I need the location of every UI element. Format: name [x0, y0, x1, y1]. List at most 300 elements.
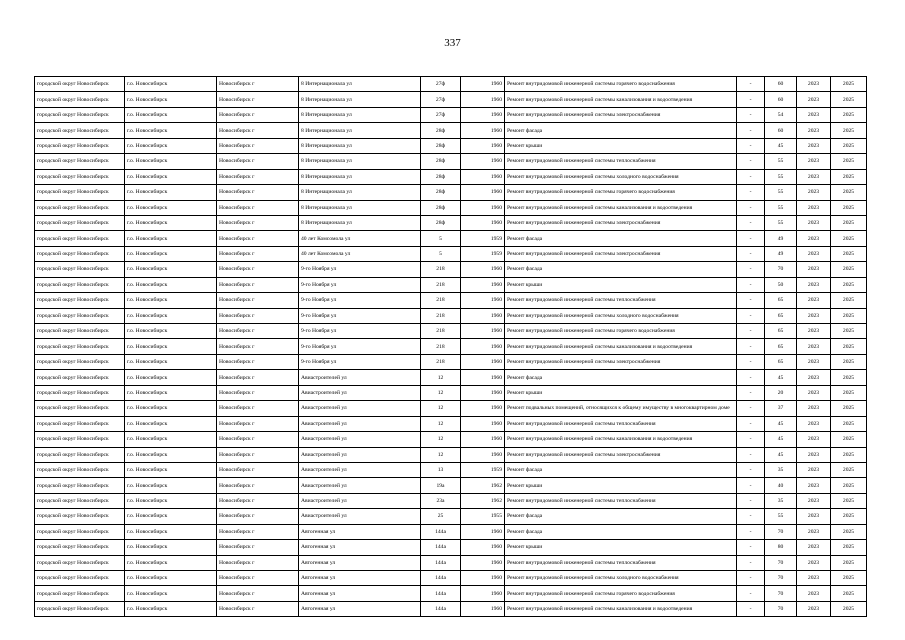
wear-percent-cell: 45 — [765, 138, 797, 153]
end-year-cell: 2025 — [831, 540, 867, 555]
work-type-cell: Ремонт крыши — [505, 478, 737, 493]
placeholder-cell: - — [737, 169, 765, 184]
year-built-cell: 1960 — [461, 185, 505, 200]
work-type-cell: Ремонт внутридомовой инженерной системы холодного водоснабжения — [505, 571, 737, 586]
work-type-cell: Ремонт фасада — [505, 462, 737, 477]
municipality-cell: городской округ Новосибирск — [35, 354, 125, 369]
wear-percent-cell: 55 — [765, 509, 797, 524]
placeholder-cell: - — [737, 509, 765, 524]
house-number-cell: 144а — [421, 540, 461, 555]
house-number-cell: 5 — [421, 246, 461, 261]
start-year-cell: 2023 — [797, 339, 831, 354]
municipality-cell: городской округ Новосибирск — [35, 262, 125, 277]
placeholder-cell: - — [737, 354, 765, 369]
street-cell: Авиастроителей ул — [299, 401, 421, 416]
placeholder-cell: - — [737, 77, 765, 92]
wear-percent-cell: 65 — [765, 354, 797, 369]
street-cell: 40 лет Комсомола ул — [299, 231, 421, 246]
work-type-cell: Ремонт внутридомовой инженерной системы канализования и водоотведения — [505, 601, 737, 616]
placeholder-cell: - — [737, 601, 765, 616]
end-year-cell: 2025 — [831, 107, 867, 122]
work-type-cell: Ремонт фасада — [505, 231, 737, 246]
city-cell: Новосибирск г — [217, 77, 299, 92]
end-year-cell: 2025 — [831, 555, 867, 570]
district-cell: г.о. Новосибирск — [125, 293, 217, 308]
municipality-cell: городской округ Новосибирск — [35, 200, 125, 215]
district-cell: г.о. Новосибирск — [125, 601, 217, 616]
start-year-cell: 2023 — [797, 246, 831, 261]
municipality-cell: городской округ Новосибирск — [35, 123, 125, 138]
end-year-cell: 2025 — [831, 293, 867, 308]
start-year-cell: 2023 — [797, 308, 831, 323]
end-year-cell: 2025 — [831, 308, 867, 323]
year-built-cell: 1959 — [461, 231, 505, 246]
city-cell: Новосибирск г — [217, 185, 299, 200]
district-cell: г.о. Новосибирск — [125, 462, 217, 477]
work-type-cell: Ремонт внутридомовой инженерной системы горячего водоснабжения — [505, 324, 737, 339]
city-cell: Новосибирск г — [217, 169, 299, 184]
start-year-cell: 2023 — [797, 370, 831, 385]
municipality-cell: городской округ Новосибирск — [35, 324, 125, 339]
work-type-cell: Ремонт внутридомовой инженерной системы канализования и водоотведения — [505, 432, 737, 447]
municipality-cell: городской округ Новосибирск — [35, 540, 125, 555]
district-cell: г.о. Новосибирск — [125, 401, 217, 416]
city-cell: Новосибирск г — [217, 509, 299, 524]
street-cell: Авиастроителей ул — [299, 478, 421, 493]
street-cell: 8 Интернационала ул — [299, 123, 421, 138]
wear-percent-cell: 70 — [765, 586, 797, 601]
work-type-cell: Ремонт внутридомовой инженерной системы теплоснабжения — [505, 555, 737, 570]
placeholder-cell: - — [737, 308, 765, 323]
work-type-cell: Ремонт внутридомовой инженерной системы теплоснабжения — [505, 416, 737, 431]
house-number-cell: 28ф — [421, 185, 461, 200]
wear-percent-cell: 55 — [765, 154, 797, 169]
house-number-cell: 12 — [421, 370, 461, 385]
house-number-cell: 218 — [421, 354, 461, 369]
street-cell: Авиастроителей ул — [299, 509, 421, 524]
start-year-cell: 2023 — [797, 123, 831, 138]
table-row — [35, 432, 867, 447]
end-year-cell: 2025 — [831, 370, 867, 385]
table-row — [35, 416, 867, 431]
house-number-cell: 218 — [421, 339, 461, 354]
street-cell: Авиастроителей ул — [299, 462, 421, 477]
street-cell: Автогенная ул — [299, 601, 421, 616]
municipality-cell: городской округ Новосибирск — [35, 509, 125, 524]
work-type-cell: Ремонт фасада — [505, 524, 737, 539]
table-row — [35, 478, 867, 493]
end-year-cell: 2025 — [831, 246, 867, 261]
end-year-cell: 2025 — [831, 462, 867, 477]
placeholder-cell: - — [737, 215, 765, 230]
page-number: 337 — [444, 37, 461, 49]
street-cell: 40 лет Комсомола ул — [299, 246, 421, 261]
district-cell: г.о. Новосибирск — [125, 92, 217, 107]
municipality-cell: городской округ Новосибирск — [35, 293, 125, 308]
start-year-cell: 2023 — [797, 154, 831, 169]
municipality-cell: городской округ Новосибирск — [35, 154, 125, 169]
start-year-cell: 2023 — [797, 215, 831, 230]
wear-percent-cell: 45 — [765, 447, 797, 462]
street-cell: Автогенная ул — [299, 586, 421, 601]
city-cell: Новосибирск г — [217, 107, 299, 122]
city-cell: Новосибирск г — [217, 277, 299, 292]
year-built-cell: 1960 — [461, 540, 505, 555]
year-built-cell: 1960 — [461, 154, 505, 169]
district-cell: г.о. Новосибирск — [125, 154, 217, 169]
wear-percent-cell: 55 — [765, 200, 797, 215]
placeholder-cell: - — [737, 540, 765, 555]
house-number-cell: 27ф — [421, 107, 461, 122]
city-cell: Новосибирск г — [217, 92, 299, 107]
work-type-cell: Ремонт крыши — [505, 277, 737, 292]
district-cell: г.о. Новосибирск — [125, 324, 217, 339]
placeholder-cell: - — [737, 385, 765, 400]
table-row — [35, 324, 867, 339]
end-year-cell: 2025 — [831, 324, 867, 339]
house-number-cell: 218 — [421, 262, 461, 277]
year-built-cell: 1960 — [461, 123, 505, 138]
house-number-cell: 28ф — [421, 215, 461, 230]
start-year-cell: 2023 — [797, 447, 831, 462]
wear-percent-cell: 70 — [765, 262, 797, 277]
district-cell: г.о. Новосибирск — [125, 524, 217, 539]
wear-percent-cell: 49 — [765, 246, 797, 261]
table-row — [35, 123, 867, 138]
placeholder-cell: - — [737, 277, 765, 292]
street-cell: 8 Интернационала ул — [299, 154, 421, 169]
district-cell: г.о. Новосибирск — [125, 107, 217, 122]
table-row — [35, 370, 867, 385]
year-built-cell: 1960 — [461, 339, 505, 354]
start-year-cell: 2023 — [797, 107, 831, 122]
city-cell: Новосибирск г — [217, 571, 299, 586]
placeholder-cell: - — [737, 138, 765, 153]
table-row — [35, 447, 867, 462]
start-year-cell: 2023 — [797, 571, 831, 586]
end-year-cell: 2025 — [831, 601, 867, 616]
district-cell: г.о. Новосибирск — [125, 478, 217, 493]
municipality-cell: городской округ Новосибирск — [35, 308, 125, 323]
city-cell: Новосибирск г — [217, 370, 299, 385]
district-cell: г.о. Новосибирск — [125, 385, 217, 400]
placeholder-cell: - — [737, 262, 765, 277]
city-cell: Новосибирск г — [217, 540, 299, 555]
start-year-cell: 2023 — [797, 262, 831, 277]
table-row — [35, 540, 867, 555]
wear-percent-cell: 37 — [765, 401, 797, 416]
end-year-cell: 2025 — [831, 354, 867, 369]
year-built-cell: 1959 — [461, 246, 505, 261]
table-row — [35, 92, 867, 107]
street-cell: 8 Интернационала ул — [299, 138, 421, 153]
house-number-cell: 218 — [421, 277, 461, 292]
city-cell: Новосибирск г — [217, 416, 299, 431]
district-cell: г.о. Новосибирск — [125, 185, 217, 200]
municipality-cell: городской округ Новосибирск — [35, 92, 125, 107]
municipality-cell: городской округ Новосибирск — [35, 586, 125, 601]
year-built-cell: 1960 — [461, 571, 505, 586]
district-cell: г.о. Новосибирск — [125, 509, 217, 524]
work-type-cell: Ремонт внутридомовой инженерной системы электроснабжения — [505, 447, 737, 462]
start-year-cell: 2023 — [797, 231, 831, 246]
year-built-cell: 1960 — [461, 324, 505, 339]
street-cell: 8 Интернационала ул — [299, 77, 421, 92]
end-year-cell: 2025 — [831, 524, 867, 539]
placeholder-cell: - — [737, 92, 765, 107]
street-cell: 9-го Ноября ул — [299, 354, 421, 369]
wear-percent-cell: 60 — [765, 123, 797, 138]
end-year-cell: 2025 — [831, 493, 867, 508]
house-number-cell: 12 — [421, 385, 461, 400]
end-year-cell: 2025 — [831, 277, 867, 292]
house-number-cell: 12 — [421, 416, 461, 431]
city-cell: Новосибирск г — [217, 324, 299, 339]
end-year-cell: 2025 — [831, 339, 867, 354]
end-year-cell: 2025 — [831, 478, 867, 493]
municipality-cell: городской округ Новосибирск — [35, 138, 125, 153]
wear-percent-cell: 65 — [765, 308, 797, 323]
end-year-cell: 2025 — [831, 586, 867, 601]
house-number-cell: 144а — [421, 571, 461, 586]
work-type-cell: Ремонт внутридомовой инженерной системы горячего водоснабжения — [505, 586, 737, 601]
end-year-cell: 2025 — [831, 432, 867, 447]
year-built-cell: 1962 — [461, 493, 505, 508]
end-year-cell: 2025 — [831, 385, 867, 400]
table-row — [35, 277, 867, 292]
placeholder-cell: - — [737, 107, 765, 122]
year-built-cell: 1960 — [461, 447, 505, 462]
work-type-cell: Ремонт внутридомовой инженерной системы канализования и водоотведения — [505, 339, 737, 354]
work-type-cell: Ремонт внутридомовой инженерной системы горячего водоснабжения — [505, 185, 737, 200]
start-year-cell: 2023 — [797, 540, 831, 555]
wear-percent-cell: 45 — [765, 370, 797, 385]
district-cell: г.о. Новосибирск — [125, 555, 217, 570]
end-year-cell: 2025 — [831, 185, 867, 200]
city-cell: Новосибирск г — [217, 447, 299, 462]
end-year-cell: 2025 — [831, 231, 867, 246]
start-year-cell: 2023 — [797, 493, 831, 508]
placeholder-cell: - — [737, 524, 765, 539]
city-cell: Новосибирск г — [217, 601, 299, 616]
district-cell: г.о. Новосибирск — [125, 432, 217, 447]
city-cell: Новосибирск г — [217, 308, 299, 323]
district-cell: г.о. Новосибирск — [125, 123, 217, 138]
city-cell: Новосибирск г — [217, 401, 299, 416]
start-year-cell: 2023 — [797, 92, 831, 107]
municipality-cell: городской округ Новосибирск — [35, 601, 125, 616]
end-year-cell: 2025 — [831, 92, 867, 107]
table-row — [35, 77, 867, 92]
city-cell: Новосибирск г — [217, 354, 299, 369]
municipality-cell: городской округ Новосибирск — [35, 370, 125, 385]
municipality-cell: городской округ Новосибирск — [35, 169, 125, 184]
wear-percent-cell: 65 — [765, 293, 797, 308]
placeholder-cell: - — [737, 447, 765, 462]
placeholder-cell: - — [737, 123, 765, 138]
end-year-cell: 2025 — [831, 262, 867, 277]
start-year-cell: 2023 — [797, 524, 831, 539]
district-cell: г.о. Новосибирск — [125, 77, 217, 92]
work-type-cell: Ремонт фасада — [505, 509, 737, 524]
table-row — [35, 107, 867, 122]
street-cell: Авиастроителей ул — [299, 370, 421, 385]
year-built-cell: 1960 — [461, 385, 505, 400]
work-type-cell: Ремонт внутридомовой инженерной системы канализования и водоотведения — [505, 92, 737, 107]
year-built-cell: 1960 — [461, 215, 505, 230]
table-row — [35, 231, 867, 246]
municipality-cell: городской округ Новосибирск — [35, 339, 125, 354]
placeholder-cell: - — [737, 246, 765, 261]
work-type-cell: Ремонт фасада — [505, 262, 737, 277]
municipality-cell: городской округ Новосибирск — [35, 277, 125, 292]
start-year-cell: 2023 — [797, 324, 831, 339]
municipality-cell: городской округ Новосибирск — [35, 571, 125, 586]
house-number-cell: 28ф — [421, 200, 461, 215]
repair-schedule-table — [34, 76, 867, 617]
work-type-cell: Ремонт внутридомовой инженерной системы электроснабжения — [505, 215, 737, 230]
work-type-cell: Ремонт крыши — [505, 138, 737, 153]
wear-percent-cell: 35 — [765, 493, 797, 508]
municipality-cell: городской округ Новосибирск — [35, 107, 125, 122]
placeholder-cell: - — [737, 231, 765, 246]
start-year-cell: 2023 — [797, 478, 831, 493]
street-cell: Автогенная ул — [299, 540, 421, 555]
end-year-cell: 2025 — [831, 169, 867, 184]
start-year-cell: 2023 — [797, 169, 831, 184]
start-year-cell: 2023 — [797, 401, 831, 416]
district-cell: г.о. Новосибирск — [125, 339, 217, 354]
start-year-cell: 2023 — [797, 293, 831, 308]
district-cell: г.о. Новосибирск — [125, 200, 217, 215]
house-number-cell: 27ф — [421, 92, 461, 107]
house-number-cell: 28ф — [421, 169, 461, 184]
street-cell: 9-го Ноября ул — [299, 324, 421, 339]
end-year-cell: 2025 — [831, 416, 867, 431]
wear-percent-cell: 55 — [765, 215, 797, 230]
year-built-cell: 1960 — [461, 138, 505, 153]
district-cell: г.о. Новосибирск — [125, 138, 217, 153]
city-cell: Новосибирск г — [217, 231, 299, 246]
district-cell: г.о. Новосибирск — [125, 231, 217, 246]
house-number-cell: 5 — [421, 231, 461, 246]
house-number-cell: 23а — [421, 493, 461, 508]
house-number-cell: 144а — [421, 601, 461, 616]
municipality-cell: городской округ Новосибирск — [35, 447, 125, 462]
placeholder-cell: - — [737, 324, 765, 339]
city-cell: Новосибирск г — [217, 123, 299, 138]
municipality-cell: городской округ Новосибирск — [35, 185, 125, 200]
table-row — [35, 262, 867, 277]
start-year-cell: 2023 — [797, 138, 831, 153]
year-built-cell: 1962 — [461, 478, 505, 493]
end-year-cell: 2025 — [831, 401, 867, 416]
city-cell: Новосибирск г — [217, 138, 299, 153]
street-cell: 8 Интернационала ул — [299, 185, 421, 200]
district-cell: г.о. Новосибирск — [125, 277, 217, 292]
work-type-cell: Ремонт крыши — [505, 540, 737, 555]
house-number-cell: 144а — [421, 586, 461, 601]
year-built-cell: 1960 — [461, 416, 505, 431]
work-type-cell: Ремонт подвальных помещений, относящихся к общему имуществу в многоквартирном доме — [505, 401, 737, 416]
work-type-cell: Ремонт внутридомовой инженерной системы теплоснабжения — [505, 293, 737, 308]
wear-percent-cell: 54 — [765, 107, 797, 122]
wear-percent-cell: 45 — [765, 432, 797, 447]
year-built-cell: 1960 — [461, 370, 505, 385]
street-cell: 8 Интернационала ул — [299, 169, 421, 184]
start-year-cell: 2023 — [797, 354, 831, 369]
house-number-cell: 12 — [421, 401, 461, 416]
wear-percent-cell: 70 — [765, 601, 797, 616]
start-year-cell: 2023 — [797, 432, 831, 447]
end-year-cell: 2025 — [831, 123, 867, 138]
street-cell: 8 Интернационала ул — [299, 215, 421, 230]
table-row — [35, 524, 867, 539]
table-row — [35, 493, 867, 508]
city-cell: Новосибирск г — [217, 339, 299, 354]
municipality-cell: городской округ Новосибирск — [35, 478, 125, 493]
placeholder-cell: - — [737, 154, 765, 169]
house-number-cell: 12 — [421, 432, 461, 447]
street-cell: 9-го Ноября ул — [299, 308, 421, 323]
start-year-cell: 2023 — [797, 185, 831, 200]
year-built-cell: 1960 — [461, 77, 505, 92]
end-year-cell: 2025 — [831, 200, 867, 215]
year-built-cell: 1960 — [461, 601, 505, 616]
placeholder-cell: - — [737, 493, 765, 508]
house-number-cell: 25 — [421, 509, 461, 524]
district-cell: г.о. Новосибирск — [125, 308, 217, 323]
street-cell: Автогенная ул — [299, 571, 421, 586]
municipality-cell: городской округ Новосибирск — [35, 462, 125, 477]
municipality-cell: городской округ Новосибирск — [35, 385, 125, 400]
year-built-cell: 1959 — [461, 462, 505, 477]
placeholder-cell: - — [737, 586, 765, 601]
wear-percent-cell: 60 — [765, 92, 797, 107]
start-year-cell: 2023 — [797, 586, 831, 601]
city-cell: Новосибирск г — [217, 462, 299, 477]
municipality-cell: городской округ Новосибирск — [35, 401, 125, 416]
table-row — [35, 571, 867, 586]
start-year-cell: 2023 — [797, 509, 831, 524]
placeholder-cell: - — [737, 571, 765, 586]
work-type-cell: Ремонт внутридомовой инженерной системы горячего водоснабжения — [505, 77, 737, 92]
city-cell: Новосибирск г — [217, 586, 299, 601]
table-row — [35, 601, 867, 616]
table-row — [35, 154, 867, 169]
end-year-cell: 2025 — [831, 215, 867, 230]
district-cell: г.о. Новосибирск — [125, 571, 217, 586]
street-cell: Авиастроителей ул — [299, 416, 421, 431]
municipality-cell: городской округ Новосибирск — [35, 231, 125, 246]
table-row — [35, 586, 867, 601]
end-year-cell: 2025 — [831, 509, 867, 524]
start-year-cell: 2023 — [797, 77, 831, 92]
street-cell: 9-го Ноября ул — [299, 277, 421, 292]
end-year-cell: 2025 — [831, 154, 867, 169]
district-cell: г.о. Новосибирск — [125, 416, 217, 431]
street-cell: 9-го Ноября ул — [299, 339, 421, 354]
table-row — [35, 509, 867, 524]
municipality-cell: городской округ Новосибирск — [35, 555, 125, 570]
wear-percent-cell: 65 — [765, 339, 797, 354]
house-number-cell: 218 — [421, 324, 461, 339]
wear-percent-cell: 45 — [765, 416, 797, 431]
wear-percent-cell: 70 — [765, 555, 797, 570]
work-type-cell: Ремонт внутридомовой инженерной системы теплоснабжения — [505, 154, 737, 169]
table-row — [35, 138, 867, 153]
work-type-cell: Ремонт внутридомовой инженерной системы холодного водоснабжения — [505, 169, 737, 184]
